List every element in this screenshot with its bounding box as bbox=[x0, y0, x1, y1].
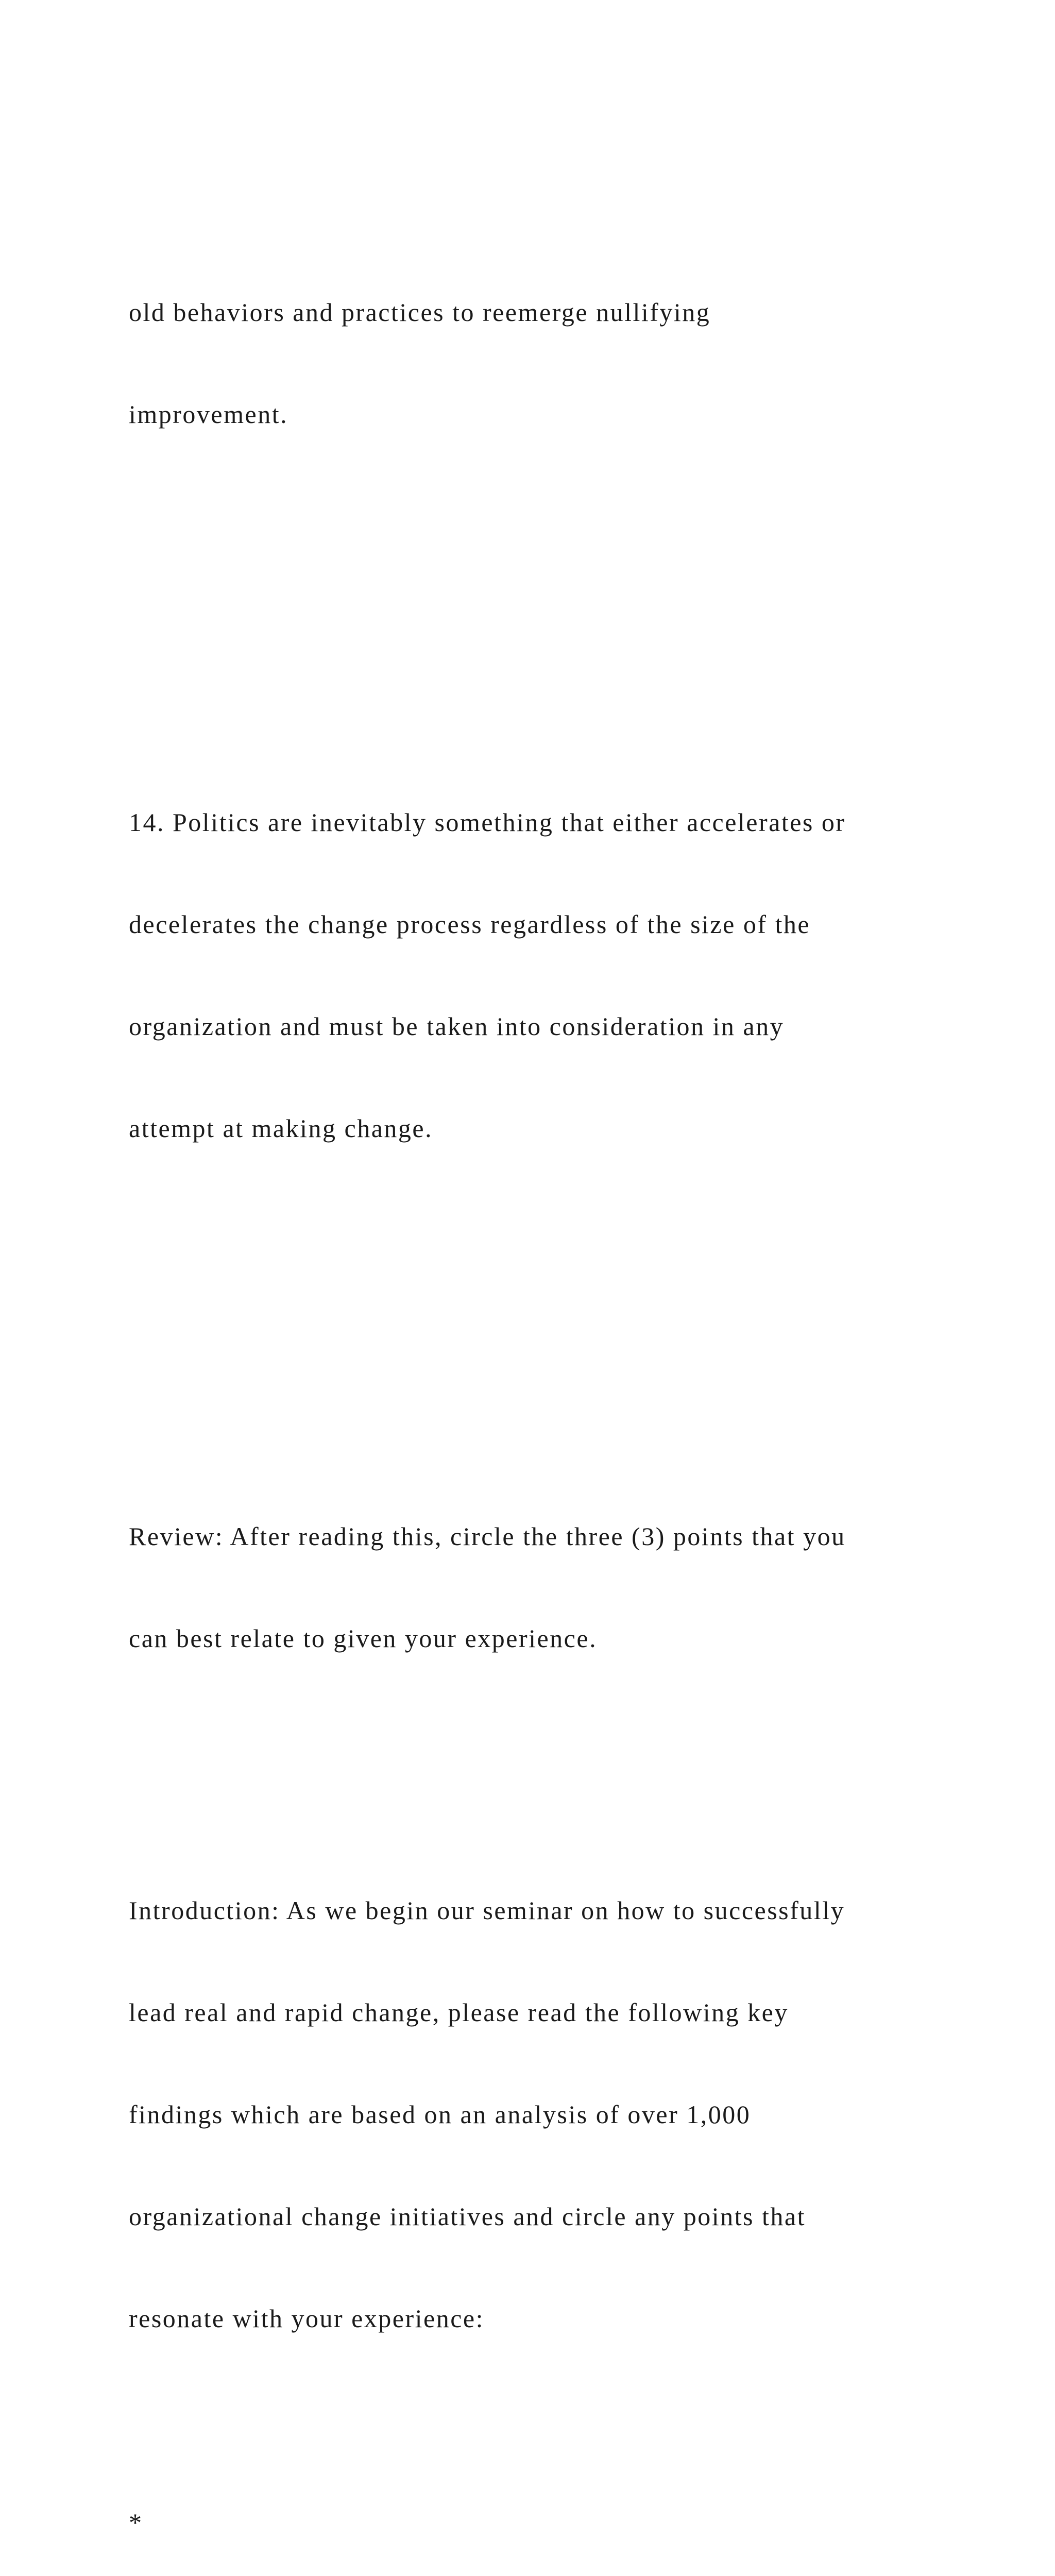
paragraph-old-behaviors bbox=[129, 227, 1035, 499]
text-line: resonate with your experience: bbox=[129, 2304, 485, 2333]
paragraph-point-14 bbox=[129, 737, 1035, 1213]
text-line: organizational change initiatives and circle any points that bbox=[129, 2202, 806, 2231]
text-line: old behaviors and practices to reemerge nullifying bbox=[129, 298, 711, 327]
text-line: attempt at making change. bbox=[129, 1114, 433, 1143]
text-line: 14. Politics are inevitably something that either accelerates or bbox=[129, 808, 846, 837]
document-body bbox=[129, 125, 1035, 2576]
text-line: Introduction: As we begin our seminar on how to successfully bbox=[129, 1896, 845, 1925]
text-line: can best relate to given your experience. bbox=[129, 1624, 598, 1653]
paragraph-introduction bbox=[129, 1825, 1035, 2403]
text-line: findings which are based on an analysis of over 1,000 bbox=[129, 2100, 751, 2129]
text-line: organization and must be taken into consideration in any bbox=[129, 1012, 785, 1041]
text-line: improvement. bbox=[129, 400, 288, 429]
asterisk-marker: * bbox=[129, 2508, 143, 2537]
paragraph-review bbox=[129, 1451, 1035, 1723]
text-line: lead real and rapid change, please read the following key bbox=[129, 1998, 789, 2027]
text-line: Review: After reading this, circle the three (3) points that you bbox=[129, 1522, 846, 1551]
text-line: decelerates the change process regardless of the size of the bbox=[129, 910, 811, 939]
